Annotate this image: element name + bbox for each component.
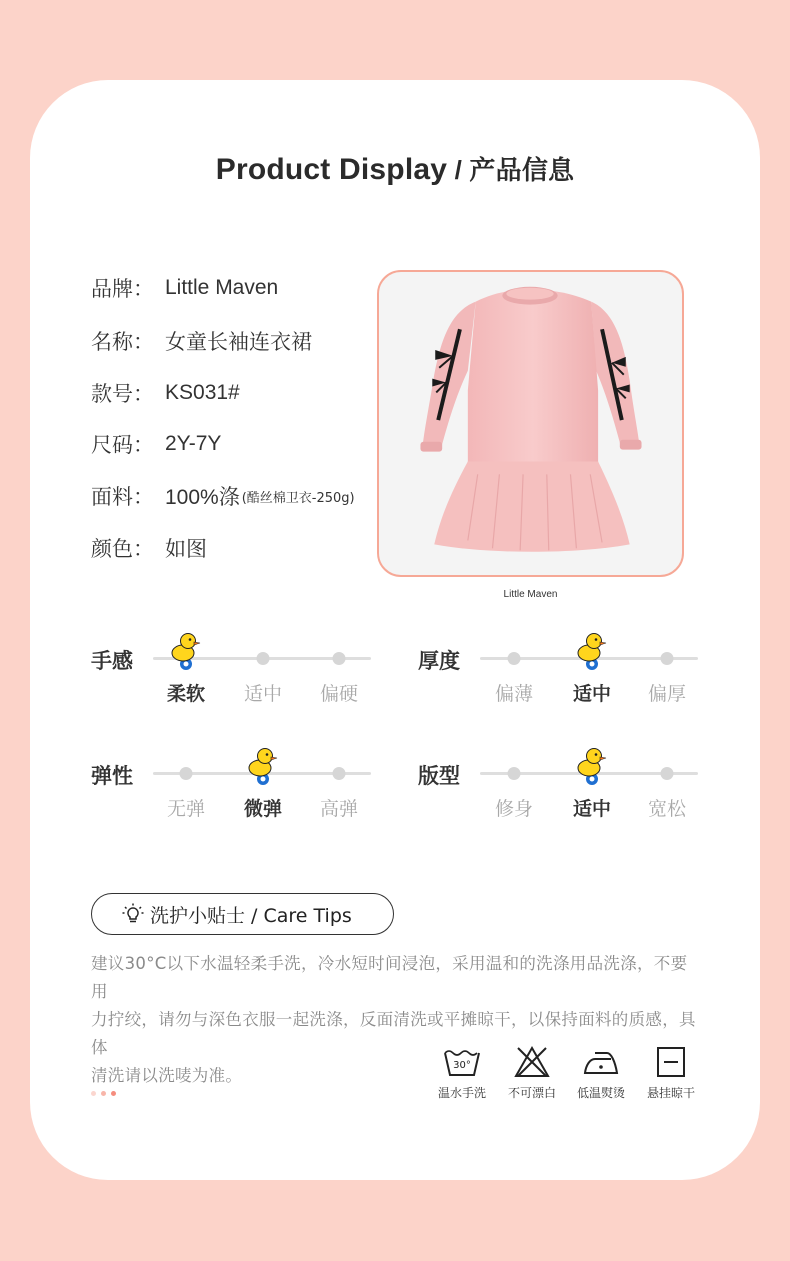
care-item-hand-wash bbox=[427, 1045, 497, 1101]
title-cn: 产品信息 bbox=[469, 155, 575, 185]
rating-thickness bbox=[418, 645, 708, 715]
care-tips-line: 清洗请以洗唛为准。 bbox=[91, 1066, 243, 1085]
rating-option: 偏薄 bbox=[494, 683, 534, 705]
rating-option: 修身 bbox=[494, 798, 534, 820]
info-value: 女童长袖连衣裙 bbox=[165, 331, 312, 354]
rating-fit bbox=[418, 760, 708, 830]
rating-option: 偏厚 bbox=[647, 683, 687, 705]
rating-label: 版型 bbox=[418, 764, 460, 788]
care-label: 低温熨烫 bbox=[576, 1086, 625, 1100]
rating-option: 宽松 bbox=[647, 798, 687, 820]
wash-30-icon bbox=[442, 1045, 482, 1079]
no-bleach-icon bbox=[512, 1045, 552, 1079]
rating-label: 弹性 bbox=[91, 764, 133, 788]
title-en: Product Display bbox=[215, 153, 448, 186]
info-value: KS031# bbox=[165, 381, 240, 404]
rating-hand-feel bbox=[91, 645, 381, 715]
care-label: 不可漂白 bbox=[507, 1086, 556, 1100]
hang-dry-icon bbox=[651, 1045, 691, 1079]
product-photo bbox=[377, 270, 684, 577]
duck-marker-icon bbox=[246, 746, 280, 786]
care-label: 悬挂晾干 bbox=[646, 1086, 695, 1100]
dot bbox=[111, 1091, 116, 1096]
info-value: 100%涤 bbox=[165, 486, 240, 509]
rating-option-selected: 柔软 bbox=[166, 683, 206, 705]
rating-dot bbox=[661, 767, 674, 780]
low-iron-icon bbox=[581, 1045, 621, 1079]
info-row-size bbox=[91, 428, 221, 460]
rating-dot bbox=[333, 652, 346, 665]
page-title bbox=[0, 150, 790, 187]
rating-option: 高弹 bbox=[319, 798, 359, 820]
dress-illustration bbox=[379, 272, 682, 575]
info-value: 2Y-7Y bbox=[165, 432, 222, 455]
care-tips-label: 洗护小贴士 / Care Tips bbox=[150, 904, 352, 927]
duck-marker-icon bbox=[575, 746, 609, 786]
care-item-low-iron bbox=[566, 1045, 636, 1101]
care-item-hang-dry bbox=[636, 1045, 706, 1101]
care-tips-pill bbox=[91, 893, 394, 935]
info-note: (酷丝棉卫衣-250g) bbox=[241, 490, 355, 506]
care-item-no-bleach bbox=[497, 1045, 567, 1101]
info-key: 颜色： bbox=[91, 537, 154, 561]
rating-option-selected: 适中 bbox=[572, 798, 612, 820]
info-row-fabric bbox=[91, 480, 355, 512]
rating-label: 厚度 bbox=[418, 649, 460, 673]
info-value: Little Maven bbox=[165, 276, 279, 299]
care-label: 温水手洗 bbox=[437, 1086, 486, 1100]
duck-marker-icon bbox=[575, 631, 609, 671]
info-key: 尺码： bbox=[91, 433, 154, 457]
dot bbox=[101, 1091, 106, 1096]
rating-option: 偏硬 bbox=[319, 683, 359, 705]
page-dots bbox=[91, 1091, 116, 1096]
rating-dot bbox=[257, 652, 270, 665]
care-tips-line: 建议30°C以下水温轻柔手洗，冷水短时间浸泡，采用温和的洗涤用品洗涤，不要用 bbox=[91, 954, 688, 1001]
info-value: 如图 bbox=[165, 538, 207, 561]
info-key: 品牌： bbox=[91, 277, 154, 301]
rating-option-selected: 适中 bbox=[572, 683, 612, 705]
rating-label: 手感 bbox=[91, 649, 133, 673]
lightbulb-icon bbox=[122, 903, 144, 925]
rating-dot bbox=[180, 767, 193, 780]
info-key: 名称： bbox=[91, 330, 154, 354]
info-row-color bbox=[91, 532, 207, 564]
rating-dot bbox=[661, 652, 674, 665]
care-tips-line: 力拧绞，请勿与深色衣服一起洗涤，反面清洗或平摊晾干，以保持面料的质感，具体 bbox=[91, 1010, 696, 1057]
rating-option: 无弹 bbox=[166, 798, 206, 820]
info-row-name bbox=[91, 325, 312, 357]
rating-dot bbox=[508, 652, 521, 665]
info-key: 款号： bbox=[91, 382, 154, 406]
info-row-style-no bbox=[91, 377, 240, 409]
rating-dot bbox=[508, 767, 521, 780]
duck-marker-icon bbox=[169, 631, 203, 671]
photo-caption: Little Maven bbox=[503, 589, 558, 600]
rating-elasticity bbox=[91, 760, 381, 830]
dot bbox=[91, 1091, 96, 1096]
svg-text:30°: 30° bbox=[453, 1060, 471, 1071]
rating-option-selected: 微弹 bbox=[243, 798, 283, 820]
rating-option: 适中 bbox=[243, 683, 283, 705]
title-separator: / bbox=[447, 155, 470, 185]
info-row-brand bbox=[91, 272, 278, 304]
rating-dot bbox=[333, 767, 346, 780]
info-key: 面料： bbox=[91, 485, 154, 509]
